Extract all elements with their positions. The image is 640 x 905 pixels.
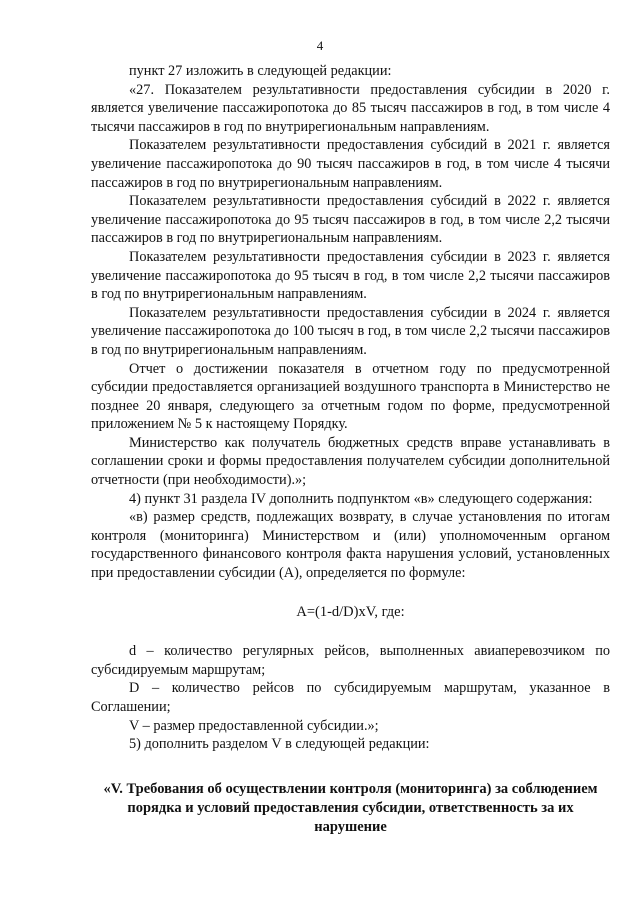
paragraph: Министерство как получатель бюджетных средств вправе устанавливать в соглашении сроки и формы предоставления получателем субсидии дополнительной отчетности (при необходимости).»; (91, 434, 610, 489)
paragraph: V – размер предоставленной субсидии.»; (129, 717, 379, 734)
paragraph: Отчет о достижении показателя в отчетном году по предусмотренной субсидии предоставляется организацией воздушного транспорта в Министерство не позднее 20 января, следующего за отчетным годом по форме, предусмотренной приложением № 5 к настоящему Порядку. (91, 360, 610, 433)
section-heading: «V. Требования об осуществлении контроля (мониторинга) за соблюдением порядка и условий предоставления субсидии, ответственность за их нарушение (103, 780, 598, 835)
paragraph: Показателем результативности предоставления субсидий в 2021 г. является увеличение пассажиропотока до 90 тысяч пассажиров в год, в том числе 4 тысячи пассажиров в год по внутрирегиональным направлениям. (91, 137, 610, 191)
paragraph: «в) размер средств, подлежащих возврату, в случае установления по итогам контроля (мониторинга) Министерством и (или) уполномоченным органом государственного финансового контроля факта нарушения условий, установленных при предоставлении субсидии (А), определяется по формуле: (91, 509, 610, 582)
document-body (91, 62, 610, 837)
paragraph: Показателем результативности предоставления субсидии в 2024 г. является увеличение пассажиропотока до 100 тысяч в год, в том числе 2,2 тысячи пассажиров в год по внутрирегиональным направлениям. (91, 304, 610, 358)
formula: А=(1-d/D)xV, где: (296, 603, 405, 620)
paragraph: 4) пункт 31 раздела IV дополнить подпунктом «в» следующего содержания: (129, 490, 593, 507)
paragraph: d – количество регулярных рейсов, выполненных авиаперевозчиком по субсидируемым маршрутам; (91, 643, 610, 678)
paragraph: D – количество рейсов по субсидируемым маршрутам, указанное в Соглашении; (91, 680, 610, 715)
paragraph: Показателем результативности предоставления субсидии в 2023 г. является увеличение пассажиропотока до 95 тысяч в год, в том числе 2,2 тысячи пассажиров в год по внутрирегиональным направлениям. (91, 248, 610, 303)
paragraph: пункт 27 изложить в следующей редакции: (129, 63, 392, 79)
page-number: 4 (316, 38, 324, 53)
paragraph: 5) дополнить разделом V в следующей редакции: (129, 736, 430, 753)
paragraph: Показателем результативности предоставления субсидий в 2022 г. является увеличение пассажиропотока до 95 тысяч пассажиров в год, в том числе 2,2 тысячи пассажиров в год по внутрирегиональным направлениям. (91, 193, 610, 247)
paragraph: «27. Показателем результативности предоставления субсидии в 2020 г. является увеличение пассажиропотока до 85 тысяч пассажиров в год, в том числе 4 тысячи пассажиров в год по внутрирегиональным направлениям. (91, 81, 610, 135)
